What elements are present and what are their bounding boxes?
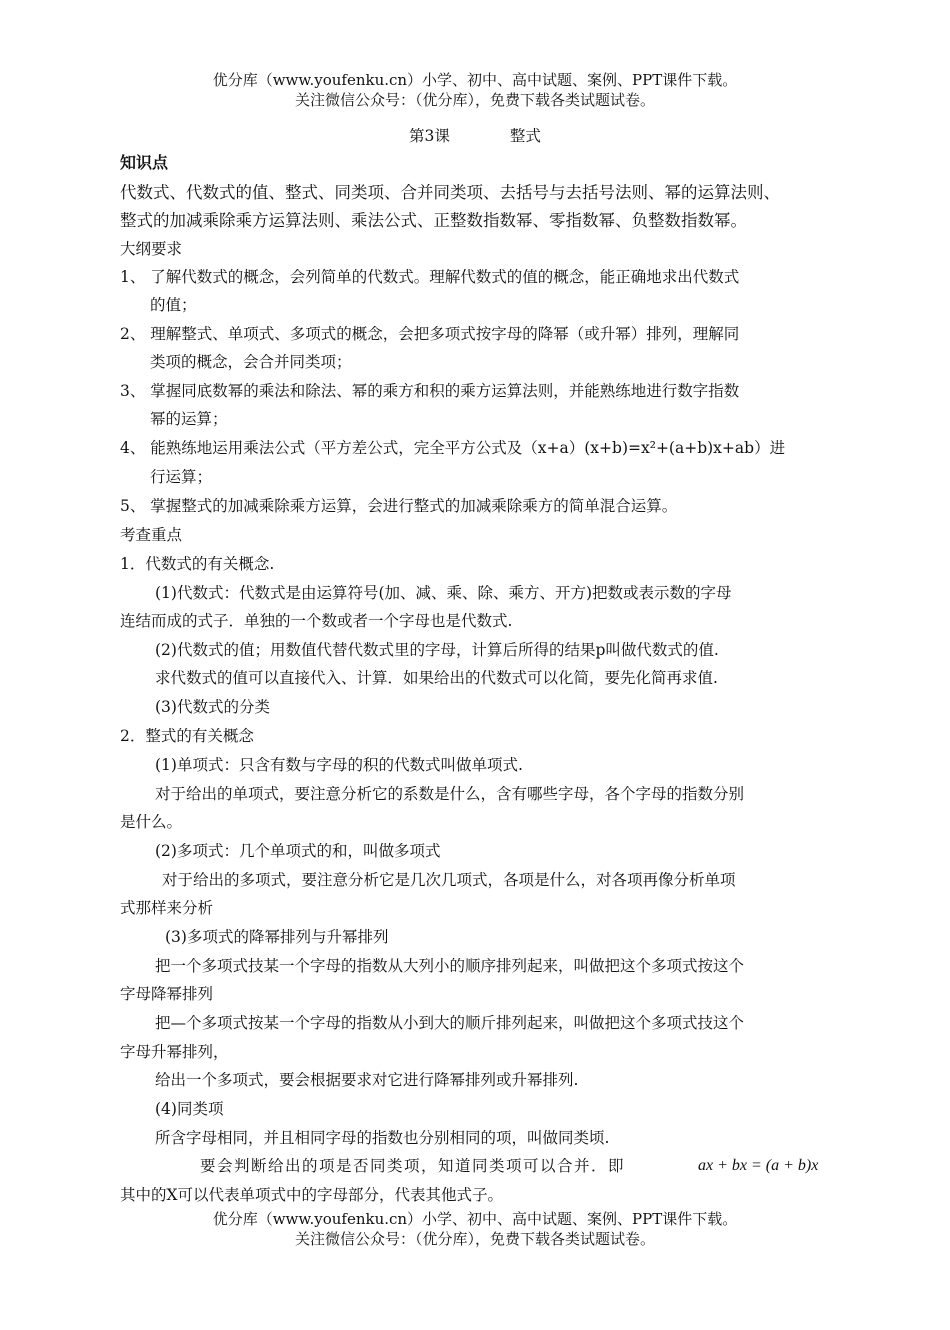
outline-item-2-cont: 类项的概念，会合并同类项； (150, 353, 352, 371)
outline-item-3: 3、 掌握同底数幂的乘法和除法、幂的乘方和积的乘方运算法则，并能熟练地进行数字指数 (120, 382, 740, 400)
outline-item-1-cont: 的值； (150, 296, 197, 314)
header-line-2: 关注微信公众号：（优分库），免费下载各类试题试卷。 (294, 91, 655, 109)
section-2-4-c: 其中的X可以代表单项式中的字母部分，代表其他式子。 (120, 1186, 504, 1204)
section-2-3-a: 把一个多项式技某一个字母的指数从大列小的顺序排列起来，叫做把这个多项式按这个 (155, 957, 745, 975)
section-2-1: (1)单项式：只含有数与字母的积的代数式叫做单项式. (155, 756, 523, 774)
header-line-1: 优分库（www.youfenku.cn）小学、初中、高中试题、案例、PPT课件下载。 (212, 71, 738, 89)
outline-heading: 大纲要求 (120, 240, 183, 258)
section-2-3-e: 给出一个多项式，要会根据要求对它进行降幂排列或升幂排列. (155, 1071, 579, 1089)
footer-line-2: 关注微信公众号：（优分库），免费下载各类试题试卷。 (294, 1230, 655, 1248)
knowledge-heading: 知识点 (120, 153, 169, 172)
section-1-3: (3)代数式的分类 (155, 698, 270, 716)
like-terms-formula: ax + bx = (a + b)x (698, 1157, 819, 1174)
outline-item-4: 4、 能熟练地运用乘法公式（平方差公式，完全平方公式及（x+a）(x+b)=x²+(a+b)x+ab）进 (120, 439, 786, 457)
section-2-3-c: 把—个多项式按某一个字母的指数从小到大的顺斤排列起来，叫做把这个多项式技这个 (155, 1014, 745, 1032)
lesson-topic: 整式 (509, 127, 541, 145)
outline-item-4-cont: 行运算； (150, 468, 213, 486)
focus-heading: 考查重点 (120, 526, 183, 544)
footer-line-1: 优分库（www.youfenku.cn）小学、初中、高中试题、案例、PPT课件下载。 (212, 1210, 738, 1228)
section-2-2-a: 对于给出的多项式，要注意分析它是几次几项式，各项是什么，对各项再像分析单项 (162, 871, 736, 889)
section-2-3: (3)多项式的降幂排列与升幂排列 (165, 928, 389, 946)
section-2-4-b: 要会判断给出的项是否同类项，知道同类项可以合并．即 (200, 1157, 626, 1175)
section-2-title: 2．整式的有关概念 (120, 727, 254, 745)
section-2-2-b: 式那样来分析 (120, 899, 214, 917)
knowledge-line-1: 代数式、代数式的值、整式、同类项、合并同类项、去括号与去括号法则、幂的运算法则、 (120, 183, 780, 202)
lesson-number: 第3课 (409, 127, 450, 145)
outline-item-3-cont: 幂的运算； (150, 410, 228, 428)
section-2-1-b: 是什么。 (120, 813, 183, 831)
section-2-2: (2)多项式：几个单项式的和，叫做多项式 (155, 842, 441, 860)
section-2-1-a: 对于给出的单项式，要注意分析它的系数是什么，含有哪些字母，各个字母的指数分别 (155, 785, 745, 803)
outline-item-5: 5、 掌握整式的加减乘除乘方运算，会进行整式的加减乘除乘方的简单混合运算。 (120, 497, 678, 515)
section-1-1-line-b: 连结而成的式子．单独的一个数或者一个字母也是代数式. (120, 612, 513, 630)
section-2-4: (4)同类项 (155, 1100, 224, 1118)
outline-item-2: 2、 理解整式、单项式、多项式的概念，会把多项式按字母的降幂（或升幂）排列，理解同 (120, 325, 740, 343)
outline-item-1: 1、 了解代数式的概念，会列简单的代数式。理解代数式的值的概念，能正确地求出代数式 (120, 268, 740, 286)
section-2-3-b: 字母降幂排列 (120, 985, 214, 1003)
section-1-1-line-a: (1)代数式：代数式是由运算符号(加、减、乘、除、乘方、开方)把数或表示数的字母 (155, 584, 732, 602)
section-2-3-d: 字母升幂排列， (120, 1043, 229, 1061)
section-1-title: 1．代数式的有关概念. (120, 555, 275, 573)
section-1-2: (2)代数式的值；用数值代替代数式里的字母，计算后所得的结果p叫做代数式的值. (155, 641, 719, 659)
knowledge-line-2: 整式的加减乘除乘方运算法则、乘法公式、正整数指数幂、零指数幂、负整数指数幂。 (120, 211, 747, 230)
lesson-title (0, 124, 950, 146)
section-2-4-a: 所含字母相同，并且相同字母的指数也分别相同的项，叫做同类顷. (155, 1129, 610, 1147)
section-1-2-b: 求代数式的值可以直接代入、计算．如果给出的代数式可以化简，要先化简再求值. (155, 669, 718, 687)
